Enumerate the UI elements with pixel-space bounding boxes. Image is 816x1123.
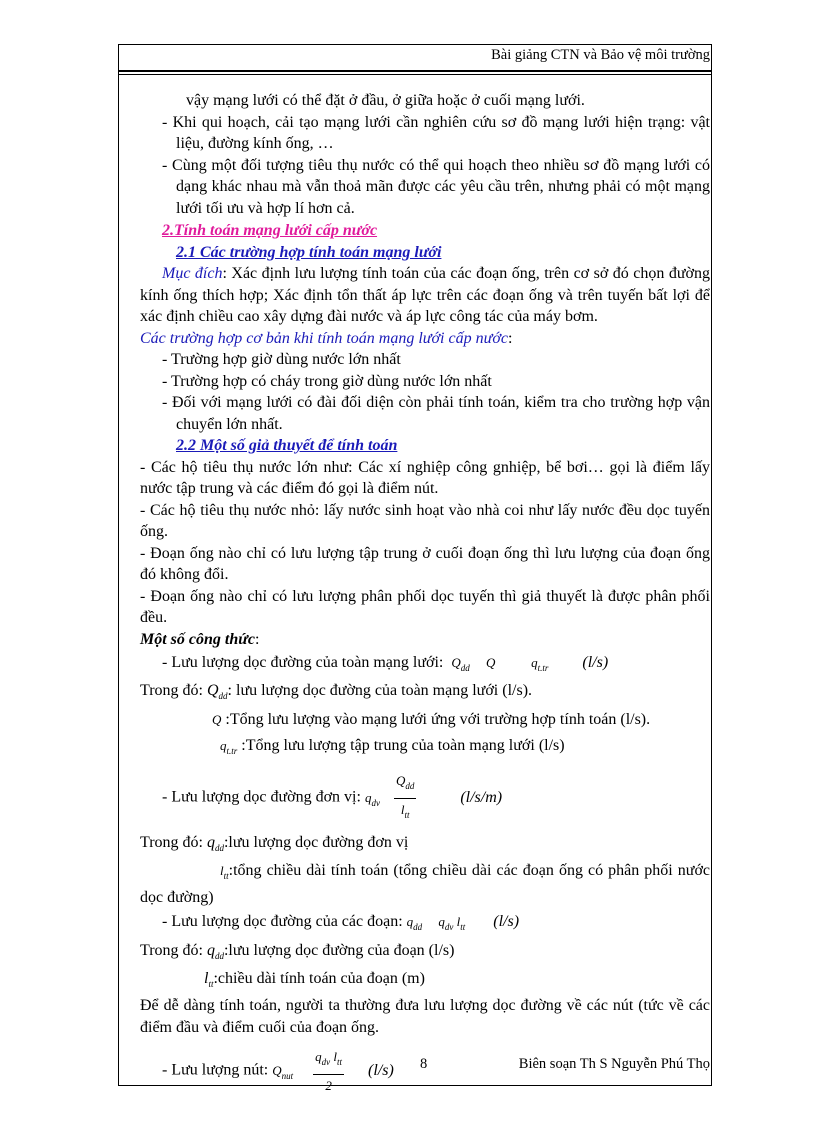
case-3: - Đối với mạng lưới có đài đối diện còn phải tính toán, kiểm tra cho trường hợp vận chuyển lớn nhất.	[162, 394, 710, 433]
formula-4: - Lưu lượng nút: $Q_{nut}$ $\frac{q_{dv} l_{tt}}{2}$ (l/s)	[140, 1046, 710, 1096]
bullet-2: - Cùng một đối tượng tiêu thụ nước có thể qui hoạch theo nhiều sơ đồ mạng lưới có dạng khác nhau mà vẫn thoả mãn được các yêu cầu trên, nhưng phải có một mạng lưới tối ưu và hợp lí hơn cả.	[162, 156, 710, 217]
purpose-paragraph	[140, 263, 710, 328]
formula-1-where-1: Trong đó: $Q_{dd}$: lưu lượng dọc đường của toàn mạng lưới (l/s).	[140, 681, 533, 701]
heading-2-1: 2.1 Các trường hợp tính toán mạng lưới	[176, 243, 442, 261]
formula-3-where-2: $l_{tt}:chiều$ dài tính toán của đoạn (m)	[204, 969, 425, 989]
formula-4-fraction: $\frac{q_{dv} l_{tt}}{2}$	[313, 1046, 344, 1096]
formula-2-label: - Lưu lượng dọc đường đơn vị:	[162, 788, 361, 806]
formula-2-unit: (l/s/m)	[460, 788, 503, 806]
formula-1-where-2: Q :Tổng lưu lượng vào mạng lưới ứng với trường hợp tính toán (l/s).	[212, 711, 651, 728]
header-rule	[118, 70, 712, 72]
case-1: - Trường hợp giờ dùng nước lớn nhất	[162, 351, 401, 368]
assumption-3: - Đoạn ống nào chỉ có lưu lượng tập trung ở cuối đoạn ống thì lưu lượng của đoạn ống đó không đổi.	[140, 544, 710, 583]
formula-3: - Lưu lượng dọc đường của các đoạn: $q_{dd}$ $q_{dv}$ $l_{tt}$ (l/s)	[162, 912, 520, 932]
header-rule-thin	[118, 74, 712, 75]
assumption-1: - Các hộ tiêu thụ nước lớn như: Các xí nghiệp công gnhiệp, bể bơi… gọi là điểm lấy nước tập trung và các điểm đó gọi là điểm nút.	[140, 458, 710, 497]
page-number: 8	[420, 1056, 428, 1072]
bullet-1: - Khi qui hoạch, cải tạo mạng lưới cần nghiên cứu sơ đồ mạng lưới hiện trạng: vật liệu, đường kính ống, …	[162, 113, 710, 152]
purpose-label: Mục đích	[162, 265, 223, 282]
assumption-2: - Các hộ tiêu thụ nước nhỏ: lấy nước sinh hoạt vào nhà coi như lấy nước đều dọc tuyến ống.	[140, 501, 710, 540]
formula-2-fraction: $\frac{Q_{dd}}{l_{tt}}$	[394, 770, 416, 826]
header-title: Bài giảng CTN và Bảo vệ môi trường	[491, 47, 710, 63]
continued-line: vậy mạng lưới có thể đặt ở đầu, ở giữa hoặc ở cuối mạng lưới.	[186, 92, 585, 109]
cases-heading	[140, 328, 710, 350]
formula-1-where-3: $q_{t.tr}$ :Tổng lưu lượng tập trung của toàn mạng lưới (l/s)	[220, 736, 565, 756]
formula-3-label: - Lưu lượng dọc đường của các đoạn:	[162, 912, 403, 930]
formula-1-label: - Lưu lượng dọc đường của toàn mạng lưới:	[162, 654, 444, 671]
cases-colon: :	[507, 329, 513, 347]
document-body	[140, 90, 710, 1096]
formula-1	[140, 652, 710, 680]
formula-4-label: - Lưu lượng nút:	[162, 1061, 269, 1079]
formula-1-expr: $Q_{dd}$ Q $q_{t.tr}$	[451, 655, 549, 673]
formula-3-unit: (l/s)	[493, 912, 520, 930]
case-2: - Trường hợp có cháy trong giờ dùng nước lớn nhất	[162, 372, 492, 390]
formula-2-where-1: Trong đó: $q_{dd}:lưu$ lượng dọc đường đơn vị	[140, 834, 409, 853]
footer-author: Biên soạn Th S Nguyễn Phú Thọ	[518, 1056, 710, 1072]
assumption-4: - Đoạn ống nào chỉ có lưu lượng phân phối dọc tuyến thì giả thuyết là được phân phối đều.	[140, 587, 710, 626]
purpose-text: : Xác định lưu lượng tính toán của các đoạn ống, trên cơ sở đó chọn đường kính ống thích hợp; Xác định tổn thất áp lực trên các đoạn ống và trên tuyến bất lợi để xác định chiều cao xây dựng đài nước và áp lực công tác của máy bơm.	[140, 265, 710, 325]
heading-2-2: 2.2 Một số giả thuyết để tính toán	[176, 437, 398, 454]
heading-2: 2.Tính toán mạng lưới cấp nước	[162, 222, 378, 239]
cases-label: Các trường hợp cơ bản khi tính toán mạng lưới cấp nước	[140, 329, 508, 347]
formula-1-unit: (l/s)	[582, 654, 609, 671]
formula-2: - Lưu lượng dọc đường đơn vị: $q_{dv}$ $\frac{Q_{dd}}{l_{tt}}$ (l/s/m)	[140, 770, 710, 826]
formula-3-where-1: Trong đó: $q_{dd}:lưu$ lượng dọc đường của đoạn (l/s)	[140, 942, 455, 961]
formula-2-where-2: $l_{tt}:tổng$ chiều dài tính toán (tổng chiều dài các đoạn ống có phân phối nước dọc đường)	[140, 861, 710, 906]
formula-4-unit: (l/s)	[368, 1061, 394, 1079]
nodes-paragraph: Để dễ dàng tính toán, người ta thường đưa lưu lượng dọc đường về các nút (tức về các điểm đầu và điểm cuối của đoạn ống.	[140, 997, 710, 1036]
formulas-heading: Một số công thức:	[140, 630, 260, 648]
